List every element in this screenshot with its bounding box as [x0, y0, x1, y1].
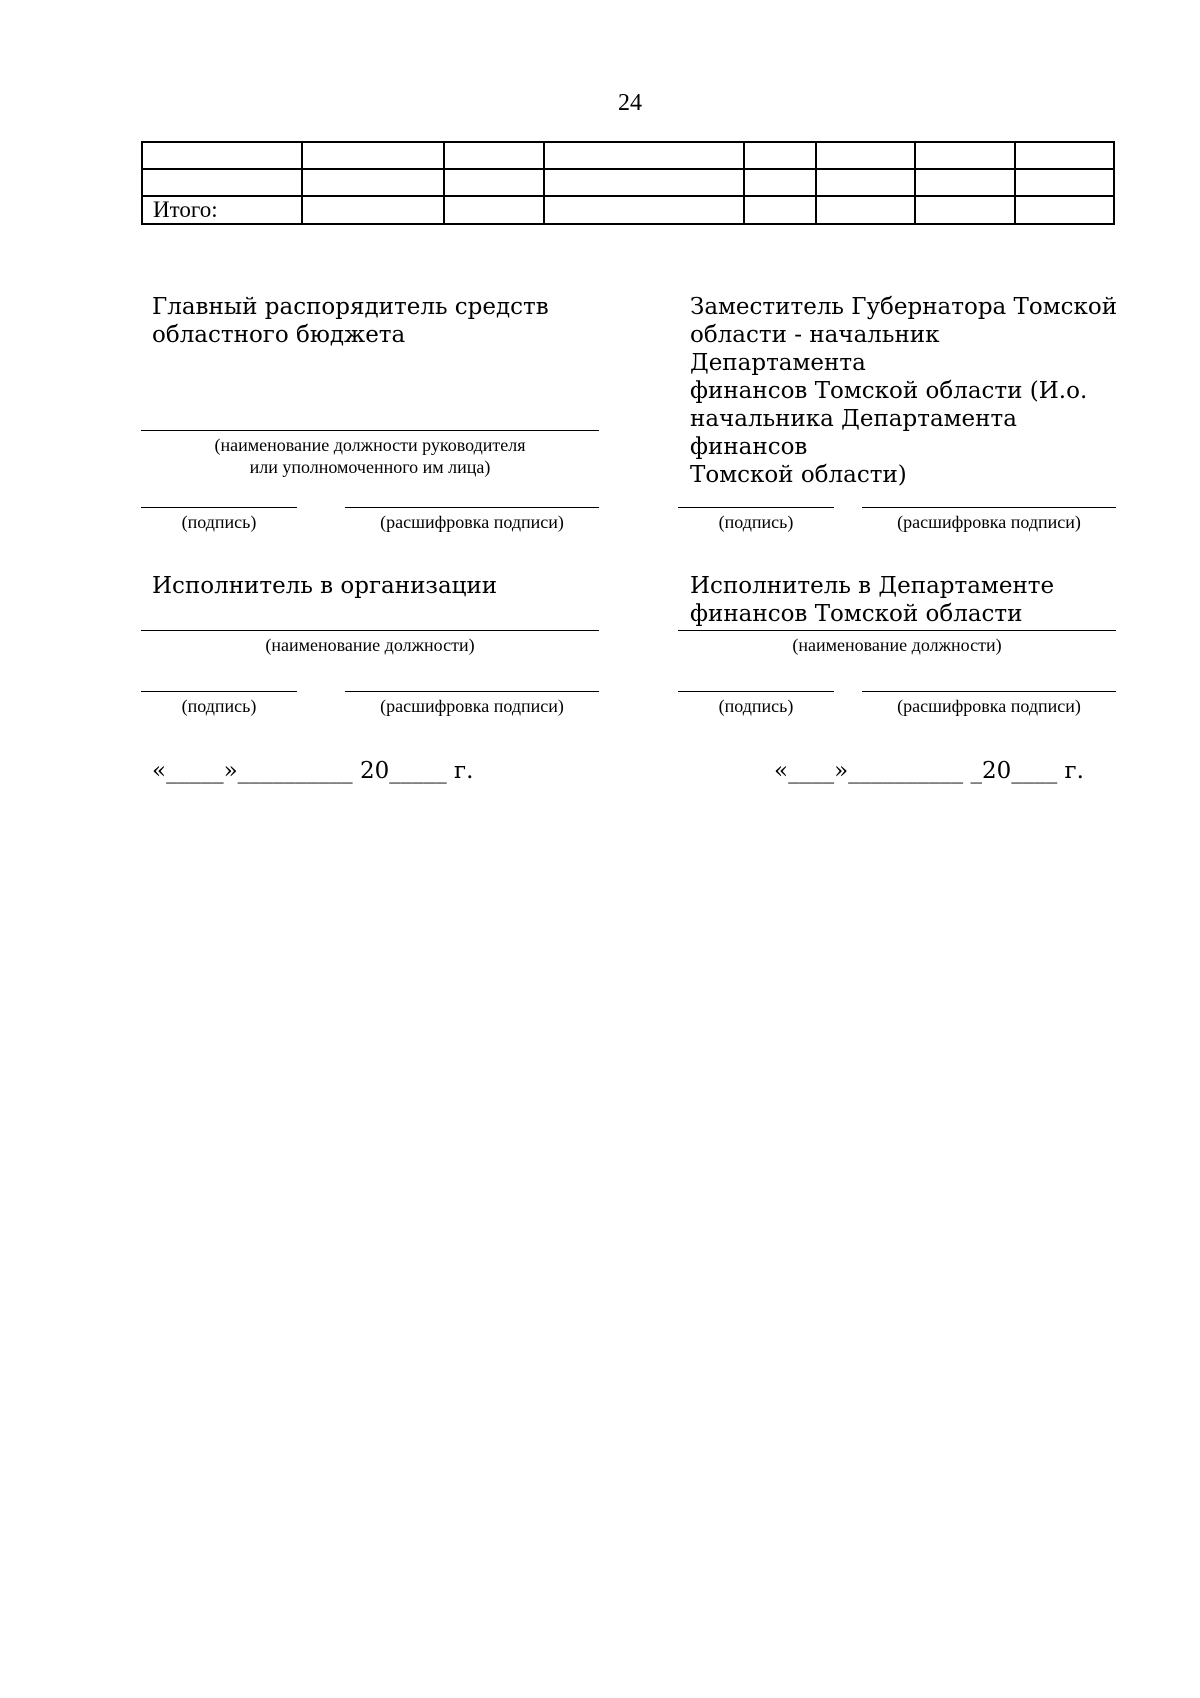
- caption-line: (наименование должности руководителя: [214, 435, 526, 455]
- left-position-caption: [141, 434, 599, 478]
- right-heading-line: Томской области): [690, 462, 907, 488]
- table-cell: [142, 169, 302, 196]
- left-heading: [152, 293, 612, 349]
- table-cell: [744, 196, 816, 224]
- left-signature-line: [141, 507, 297, 508]
- table-total-row: [142, 196, 1114, 224]
- table-cell: [142, 142, 302, 169]
- left-decode-line-2: [345, 691, 599, 692]
- left-position-line: [141, 430, 599, 431]
- left-signature-line-2: [141, 691, 297, 692]
- left-executor-position-caption: (наименование должности): [265, 635, 475, 655]
- left-date: «_____»__________ 20_____ г.: [152, 758, 474, 784]
- right-executor-title: [690, 572, 1120, 628]
- right-heading-line: области - начальник Департамента: [690, 322, 940, 376]
- right-signature-caption-2: (подпись): [718, 696, 794, 716]
- right-executor-line: Исполнитель в Департаменте: [690, 573, 1055, 599]
- right-executor-position-line: [678, 630, 1116, 631]
- right-heading-line: начальника Департамента финансов: [690, 406, 1017, 460]
- table-cell: [744, 169, 816, 196]
- right-decode-caption-2: (расшифровка подписи): [897, 696, 1081, 716]
- table-cell: [444, 142, 544, 169]
- right-signature-line: [678, 507, 834, 508]
- right-executor-position-caption: (наименование должности): [792, 635, 1002, 655]
- table-cell: [444, 196, 544, 224]
- table-cell: [544, 169, 744, 196]
- left-signature-caption: (подпись): [181, 512, 257, 532]
- table-cell: [915, 196, 1015, 224]
- caption-line: или уполномоченного им лица): [249, 457, 491, 477]
- left-decode-caption: (расшифровка подписи): [380, 512, 564, 532]
- table-cell: [1015, 142, 1114, 169]
- right-heading: [690, 293, 1120, 489]
- right-date: «____»__________ _20____ г.: [774, 758, 1084, 784]
- left-executor-position-line: [141, 630, 599, 631]
- table-cell: [302, 196, 445, 224]
- table-cell: [915, 169, 1015, 196]
- table-cell: [1015, 196, 1114, 224]
- table-cell: [302, 169, 445, 196]
- right-heading-line: финансов Томской области (И.о.: [690, 378, 1088, 404]
- table-cell: [915, 142, 1015, 169]
- table-cell: [1015, 169, 1114, 196]
- page-number: 24: [618, 90, 642, 116]
- right-executor-line: финансов Томской области: [690, 601, 1023, 627]
- left-heading-line: областного бюджета: [152, 322, 406, 348]
- right-heading-line: Заместитель Губернатора Томской: [690, 294, 1118, 320]
- table-cell: [816, 169, 916, 196]
- right-signature-caption: (подпись): [718, 512, 794, 532]
- table-cell: [744, 142, 816, 169]
- table-row: [142, 169, 1114, 196]
- left-executor-title: Исполнитель в организации: [152, 573, 498, 599]
- left-heading-line: Главный распорядитель средств: [152, 294, 549, 320]
- table-cell: [302, 142, 445, 169]
- left-signature-caption-2: (подпись): [181, 696, 257, 716]
- table-row: [142, 142, 1114, 169]
- table-cell: [544, 142, 744, 169]
- right-decode-line: [862, 507, 1116, 508]
- total-label: Итого:: [142, 196, 302, 224]
- table-cell: [816, 142, 916, 169]
- table-cell: [816, 196, 916, 224]
- summary-table: [141, 141, 1115, 225]
- left-decode-line: [345, 507, 599, 508]
- table-cell: [444, 169, 544, 196]
- left-decode-caption-2: (расшифровка подписи): [380, 696, 564, 716]
- table-cell: [544, 196, 744, 224]
- right-decode-line-2: [862, 691, 1116, 692]
- right-decode-caption: (расшифровка подписи): [897, 512, 1081, 532]
- right-signature-line-2: [678, 691, 834, 692]
